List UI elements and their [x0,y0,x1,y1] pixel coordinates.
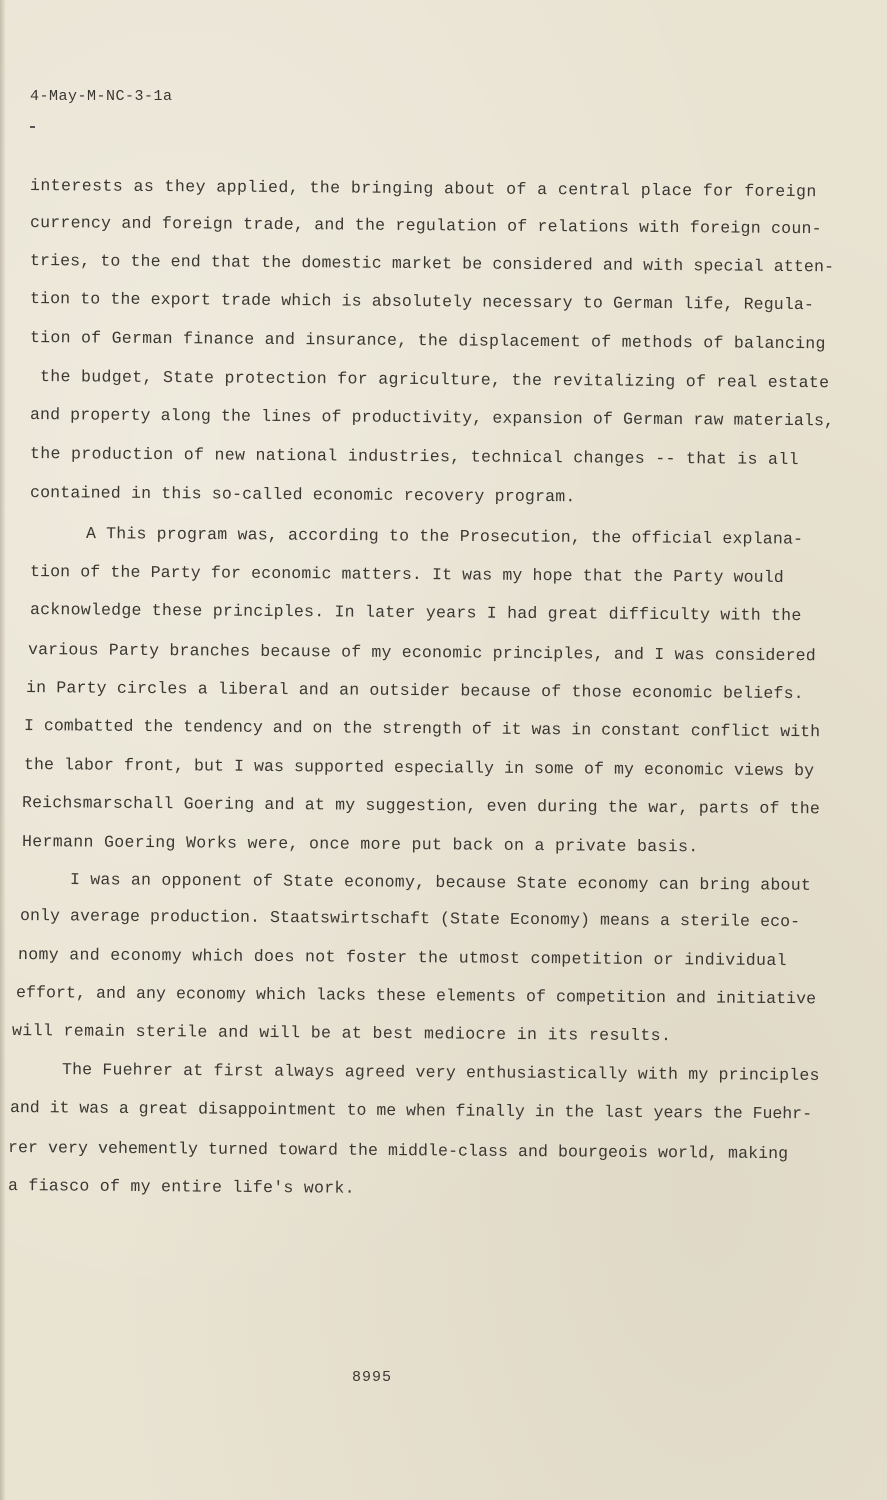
text-line: tries, to the end that the domestic market be considered and with special atten- [29,251,835,277]
text-line: various Party branches because of my economic principles, and I was considered [27,640,816,666]
text-line: the budget, State protection for agriculture, the revitalizing of real estate [39,367,830,393]
text-line: in Party circles a liberal and an outsider because of those economic beliefs. [25,678,804,704]
text-line: acknowledge these principles. In later years I had great difficulty with the [29,600,802,626]
document-reference: 4-May-M-NC-3-1a [30,88,173,105]
text-line: and it was a great disappointment to me when finally in the last years the Fuehr- [9,1098,813,1124]
text-line: tion of German finance and insurance, the displacement of methods of balancing [29,328,826,354]
stray-mark [30,126,35,128]
page-edge-shadow [0,0,6,1500]
page-number: 8995 [352,1369,393,1386]
text-line: Hermann Goering Works were, once more put back on a private basis. [21,832,699,857]
text-line: currency and foreign trade, and the regulation of relations with foreign coun- [29,213,822,239]
text-line: I combatted the tendency and on the strength of it was in constant conflict with [23,716,821,742]
text-line: the production of new national industries, technical changes -- that is all [29,444,799,470]
text-line: rer very vehemently turned toward the middle-class and bourgeois world, making [7,1138,789,1164]
text-line: a fiasco of my entire life's work. [7,1176,355,1198]
text-line: the labor front, but I was supported especially in some of my economic views by [23,755,815,781]
text-line: and property along the lines of productivity, expansion of German raw materials, [29,405,835,431]
text-line: A This program was, according to the Prosecution, the official explana- [85,524,804,549]
text-line: tion of the Party for economic matters. It was my hope that the Party would [29,562,784,587]
text-line: The Fuehrer at first always agreed very enthusiastically with my principles [61,1060,820,1085]
text-line: will remain sterile and will be at best mediocre in its results. [11,1021,672,1046]
text-line: Reichsmarschall Goering and at my suggestion, even during the war, parts of the [21,793,821,819]
text-line: nomy and economy which does not foster the utmost competition or individual [17,945,787,971]
text-line: effort, and any economy which lacks these elements of competition and initiative [15,983,817,1009]
text-line: I was an opponent of State economy, because State economy can bring about [69,870,812,895]
text-line: tion to the export trade which is absolutely necessary to German life, Regula- [29,289,815,315]
text-line: contained in this so-called economic recovery program. [29,483,576,507]
text-line: interests as they applied, the bringing about of a central place for foreign [29,176,817,202]
text-line: only average production. Staatswirtschaft (State Economy) means a sterile eco- [19,906,801,932]
